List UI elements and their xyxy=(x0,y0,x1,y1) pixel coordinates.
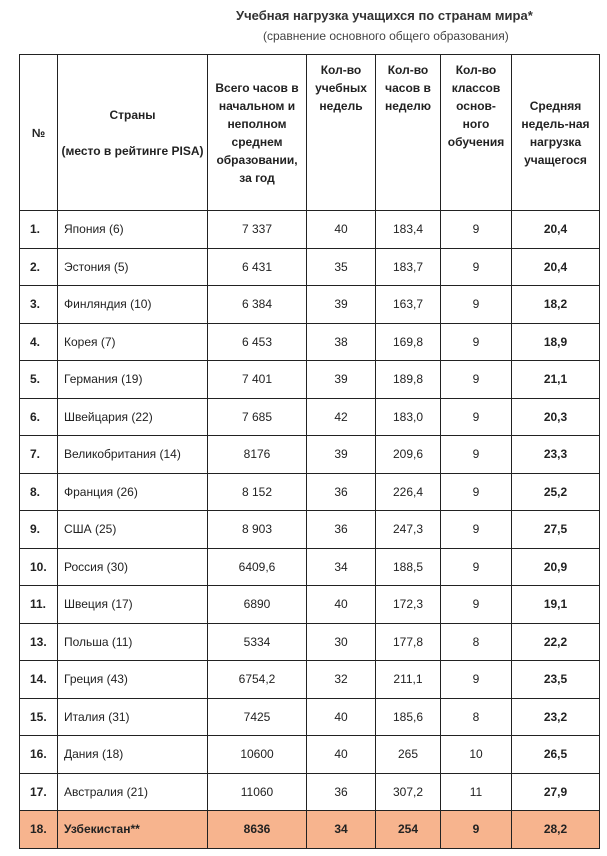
row-hours-week: 209,6 xyxy=(376,436,441,474)
row-weeks: 32 xyxy=(307,661,376,699)
row-hours-year: 8 903 xyxy=(208,511,307,549)
row-classes: 8 xyxy=(441,623,512,661)
row-number: 15. xyxy=(20,698,58,736)
row-hours-year: 10600 xyxy=(208,736,307,774)
row-weeks: 40 xyxy=(307,698,376,736)
row-avg-load: 22,2 xyxy=(512,623,600,661)
row-number: 13. xyxy=(20,623,58,661)
row-number: 1. xyxy=(20,211,58,249)
row-classes: 9 xyxy=(441,548,512,586)
row-country: Германия (19) xyxy=(58,361,208,399)
row-hours-week: 183,4 xyxy=(376,211,441,249)
table-row xyxy=(20,548,600,586)
row-avg-load: 20,3 xyxy=(512,398,600,436)
header-row xyxy=(20,55,600,211)
header-classes: Кол-во классов основ-ного обучения xyxy=(441,55,512,211)
row-hours-year: 5334 xyxy=(208,623,307,661)
row-country: Эстония (5) xyxy=(58,248,208,286)
row-avg-load: 20,4 xyxy=(512,248,600,286)
row-number: 14. xyxy=(20,661,58,699)
row-number: 11. xyxy=(20,586,58,624)
row-country: Корея (7) xyxy=(58,323,208,361)
row-avg-load: 20,4 xyxy=(512,211,600,249)
row-country: Узбекистан** xyxy=(58,811,208,849)
row-hours-year: 6890 xyxy=(208,586,307,624)
row-avg-load: 21,1 xyxy=(512,361,600,399)
row-classes: 9 xyxy=(441,586,512,624)
table-row xyxy=(20,811,600,849)
row-hours-week: 307,2 xyxy=(376,773,441,811)
row-hours-week: 183,0 xyxy=(376,398,441,436)
row-hours-year: 6 453 xyxy=(208,323,307,361)
row-number: 10. xyxy=(20,548,58,586)
row-avg-load: 28,2 xyxy=(512,811,600,849)
row-number: 5. xyxy=(20,361,58,399)
header-country-sub: (место в рейтинге PISA) xyxy=(61,143,204,158)
table-row xyxy=(20,211,600,249)
row-hours-week: 188,5 xyxy=(376,548,441,586)
row-classes: 9 xyxy=(441,811,512,849)
table-row xyxy=(20,586,600,624)
row-number: 17. xyxy=(20,773,58,811)
row-hours-week: 185,6 xyxy=(376,698,441,736)
row-weeks: 36 xyxy=(307,473,376,511)
table-row xyxy=(20,286,600,324)
row-avg-load: 20,9 xyxy=(512,548,600,586)
row-weeks: 36 xyxy=(307,773,376,811)
row-avg-load: 23,5 xyxy=(512,661,600,699)
row-number: 16. xyxy=(20,736,58,774)
row-hours-year: 6 384 xyxy=(208,286,307,324)
row-hours-week: 226,4 xyxy=(376,473,441,511)
row-number: 7. xyxy=(20,436,58,474)
table-body xyxy=(20,211,600,849)
row-hours-week: 189,8 xyxy=(376,361,441,399)
row-weeks: 40 xyxy=(307,736,376,774)
row-avg-load: 23,3 xyxy=(512,436,600,474)
row-classes: 8 xyxy=(441,698,512,736)
row-weeks: 42 xyxy=(307,398,376,436)
row-hours-week: 163,7 xyxy=(376,286,441,324)
page-title: Учебная нагрузка учащихся по странам мира* xyxy=(236,8,533,23)
row-weeks: 30 xyxy=(307,623,376,661)
row-hours-year: 7 401 xyxy=(208,361,307,399)
row-classes: 10 xyxy=(441,736,512,774)
header-weeks: Кол-во учебных недель xyxy=(307,55,376,211)
row-hours-year: 7 685 xyxy=(208,398,307,436)
row-hours-year: 11060 xyxy=(208,773,307,811)
row-country: Греция (43) xyxy=(58,661,208,699)
row-number: 9. xyxy=(20,511,58,549)
row-weeks: 39 xyxy=(307,361,376,399)
table-row xyxy=(20,248,600,286)
row-country: Швеция (17) xyxy=(58,586,208,624)
row-hours-year: 6 431 xyxy=(208,248,307,286)
row-number: 2. xyxy=(20,248,58,286)
row-avg-load: 27,5 xyxy=(512,511,600,549)
row-classes: 9 xyxy=(441,286,512,324)
row-hours-week: 177,8 xyxy=(376,623,441,661)
row-number: 6. xyxy=(20,398,58,436)
table-row xyxy=(20,473,600,511)
row-number: 4. xyxy=(20,323,58,361)
row-weeks: 38 xyxy=(307,323,376,361)
row-avg-load: 26,5 xyxy=(512,736,600,774)
row-country: Великобритания (14) xyxy=(58,436,208,474)
table-row xyxy=(20,436,600,474)
row-hours-week: 183,7 xyxy=(376,248,441,286)
row-classes: 9 xyxy=(441,436,512,474)
row-weeks: 34 xyxy=(307,811,376,849)
row-weeks: 39 xyxy=(307,436,376,474)
row-weeks: 36 xyxy=(307,511,376,549)
row-classes: 9 xyxy=(441,361,512,399)
row-hours-year: 6754,2 xyxy=(208,661,307,699)
row-weeks: 40 xyxy=(307,211,376,249)
row-country: Дания (18) xyxy=(58,736,208,774)
row-hours-week: 247,3 xyxy=(376,511,441,549)
table-row xyxy=(20,698,600,736)
table-row xyxy=(20,323,600,361)
table-row xyxy=(20,736,600,774)
row-hours-week: 172,3 xyxy=(376,586,441,624)
row-hours-week: 265 xyxy=(376,736,441,774)
row-classes: 9 xyxy=(441,473,512,511)
row-avg-load: 18,9 xyxy=(512,323,600,361)
row-classes: 9 xyxy=(441,661,512,699)
row-country: Швейцария (22) xyxy=(58,398,208,436)
table-row xyxy=(20,361,600,399)
header-avg-load: Средняя недель-ная нагрузка учащегося xyxy=(512,55,600,211)
row-classes: 9 xyxy=(441,511,512,549)
row-country: Финляндия (10) xyxy=(58,286,208,324)
page-subtitle: (сравнение основного общего образования) xyxy=(263,29,509,43)
row-hours-week: 169,8 xyxy=(376,323,441,361)
row-country: Австралия (21) xyxy=(58,773,208,811)
table-row xyxy=(20,773,600,811)
row-avg-load: 27,9 xyxy=(512,773,600,811)
row-hours-year: 7 337 xyxy=(208,211,307,249)
row-hours-week: 254 xyxy=(376,811,441,849)
row-country: Франция (26) xyxy=(58,473,208,511)
table-row xyxy=(20,623,600,661)
row-hours-year: 8636 xyxy=(208,811,307,849)
row-country: Италия (31) xyxy=(58,698,208,736)
row-classes: 9 xyxy=(441,211,512,249)
table-row xyxy=(20,511,600,549)
row-hours-week: 211,1 xyxy=(376,661,441,699)
row-classes: 11 xyxy=(441,773,512,811)
row-classes: 9 xyxy=(441,323,512,361)
row-hours-year: 8176 xyxy=(208,436,307,474)
header-country-title: Страны xyxy=(109,107,156,122)
row-avg-load: 23,2 xyxy=(512,698,600,736)
row-country: Россия (30) xyxy=(58,548,208,586)
row-hours-year: 7425 xyxy=(208,698,307,736)
row-hours-year: 8 152 xyxy=(208,473,307,511)
study-load-table xyxy=(19,54,600,849)
row-avg-load: 18,2 xyxy=(512,286,600,324)
row-avg-load: 25,2 xyxy=(512,473,600,511)
row-country: Польша (11) xyxy=(58,623,208,661)
row-weeks: 40 xyxy=(307,586,376,624)
row-country: Япония (6) xyxy=(58,211,208,249)
row-number: 18. xyxy=(20,811,58,849)
header-hours-year: Всего часов в начальном и неполном среднем образовании, за год xyxy=(208,55,307,211)
row-number: 3. xyxy=(20,286,58,324)
table-row xyxy=(20,398,600,436)
row-weeks: 39 xyxy=(307,286,376,324)
row-avg-load: 19,1 xyxy=(512,586,600,624)
row-number: 8. xyxy=(20,473,58,511)
header-hours-week: Кол-во часов в неделю xyxy=(376,55,441,211)
row-hours-year: 6409,6 xyxy=(208,548,307,586)
row-country: США (25) xyxy=(58,511,208,549)
row-classes: 9 xyxy=(441,398,512,436)
row-classes: 9 xyxy=(441,248,512,286)
header-country xyxy=(58,55,208,211)
header-num: № xyxy=(20,55,58,211)
table-row xyxy=(20,661,600,699)
row-weeks: 35 xyxy=(307,248,376,286)
row-weeks: 34 xyxy=(307,548,376,586)
